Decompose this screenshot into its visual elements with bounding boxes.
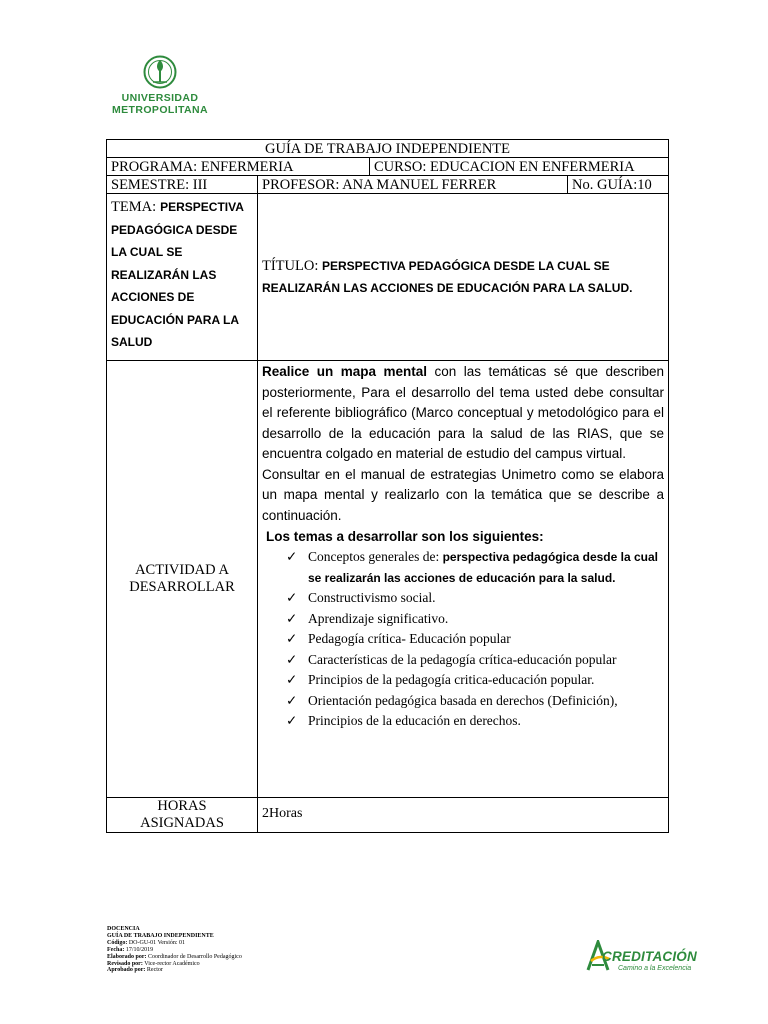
- footer-fecha: Fecha: 17/10/2019: [107, 946, 154, 953]
- temas-list: [262, 547, 664, 732]
- titulo-label: TÍTULO:: [262, 258, 319, 274]
- horas-label-cell: [107, 798, 258, 833]
- actividad-intro-bold: Realice un mapa mental: [262, 364, 427, 379]
- check-icon: ✓: [286, 713, 298, 728]
- horas-label-line1: HORAS: [157, 798, 207, 814]
- profesor-cell: PROFESOR: ANA MANUEL FERRER: [258, 176, 568, 194]
- footer-line2: GUÍA DE TRABAJO INDEPENDIENTE: [107, 932, 214, 939]
- list-item: [286, 629, 664, 650]
- footer-codigo: Código: DO-GU-01 Versión: 01: [107, 939, 186, 946]
- horas-value: 2Horas: [258, 798, 669, 833]
- list-item: [286, 609, 664, 630]
- university-name-line2: METROPOLITANA: [112, 104, 208, 116]
- item-text: Aprendizaje significativo.: [308, 610, 449, 626]
- tema-cell: [107, 194, 258, 361]
- actividad-second-paragraph: Consultar en el manual de estrategias Unimetro como se elabora un mapa mental y realizarlo con la temática que se describe a continuación.: [262, 466, 665, 523]
- list-item: [286, 547, 664, 588]
- item-text: Pedagogía crítica- Educación popular: [308, 631, 511, 646]
- tema-separator: :: [152, 199, 157, 215]
- check-icon: ✓: [286, 590, 298, 605]
- item-text: Principios de la educación en derechos.: [308, 713, 521, 728]
- check-icon: ✓: [286, 692, 298, 708]
- temas-title: Los temas a desarrollar son los siguientes:: [266, 529, 544, 544]
- list-item: [286, 670, 664, 691]
- list-item: [286, 711, 664, 732]
- check-icon: ✓: [286, 549, 298, 564]
- tema-text: PERSPECTIVA PEDAGÓGICA DESDE LA CUAL SE REALIZARÁN LAS ACCIONES DE EDUCACIÓN PARA LA SALUD: [111, 200, 244, 349]
- accreditation-word: CREDITACIÓN: [602, 949, 697, 964]
- actividad-label-line2: DESARROLLAR: [129, 579, 235, 595]
- footer-revisado: Revisado por: Vice-rector Académico: [107, 960, 200, 967]
- form-title: GUÍA DE TRABAJO INDEPENDIENTE: [107, 140, 669, 158]
- university-emblem-icon: [143, 52, 177, 92]
- footer-line1: DOCENCIA: [107, 926, 140, 932]
- horas-label-line2: ASIGNADAS: [140, 815, 224, 831]
- list-item: [286, 650, 664, 671]
- semestre-cell: SEMESTRE: III: [107, 176, 258, 194]
- programa-cell: PROGRAMA: ENFERMERIA: [107, 158, 370, 176]
- document-footer: [107, 926, 242, 974]
- item-text: Orientación pedagógica basada en derechos (Definición),: [308, 692, 618, 708]
- check-icon: ✓: [286, 672, 298, 687]
- footer-aprobado: Aprobado por: Rector: [107, 967, 163, 974]
- accreditation-tagline: Camino a la Excelencia: [618, 965, 692, 972]
- curso-cell: CURSO: EDUCACION EN ENFERMERIA: [370, 158, 669, 176]
- actividad-intro: [262, 362, 664, 465]
- accreditation-logo: [586, 940, 696, 980]
- item-text: Constructivismo social.: [308, 590, 436, 605]
- actividad-intro-rest: con las temáticas sé que describen posteriormente, Para el desarrollo del tema usted debe consultar el referente bibliográfico (Marco conceptual y metodológico para el desarrollo de la educación para la salud de las RIAS, que se encuentra colgado en material de estudio del campus virtual.: [262, 364, 665, 461]
- item-text: Principios de la pedagogía critica-educación popular.: [308, 672, 595, 687]
- no-guia-cell: No. GUÍA:10: [568, 176, 669, 194]
- titulo-text: PERSPECTIVA PEDAGÓGICA DESDE LA CUAL SE REALIZARÁN LAS ACCIONES DE EDUCACIÓN PARA LA SALUD.: [262, 259, 633, 295]
- item-text: Características de la pedagogía crítica-educación popular: [308, 651, 617, 667]
- university-logo: [108, 52, 212, 116]
- university-name-line1: UNIVERSIDAD: [121, 92, 199, 104]
- titulo-cell: [258, 194, 669, 361]
- item-emphasis: perspectiva pedagógica desde la cual se realizarán las acciones de educación para la salud.: [308, 550, 658, 585]
- actividad-label-line1: ACTIVIDAD A: [135, 562, 229, 578]
- check-icon: ✓: [286, 631, 298, 646]
- tema-label: TEMA: [111, 199, 153, 215]
- actividad-content-cell: [258, 361, 669, 798]
- footer-elaborado: Elaborado por: Coordinador de Desarrollo Pedagógico: [107, 953, 242, 960]
- guide-table: [106, 139, 669, 833]
- item-prefix: Conceptos generales de:: [308, 549, 443, 564]
- check-icon: ✓: [286, 651, 298, 667]
- list-item: [286, 691, 664, 712]
- check-icon: ✓: [286, 610, 298, 626]
- actividad-label-cell: [107, 361, 258, 798]
- list-item: [286, 588, 664, 609]
